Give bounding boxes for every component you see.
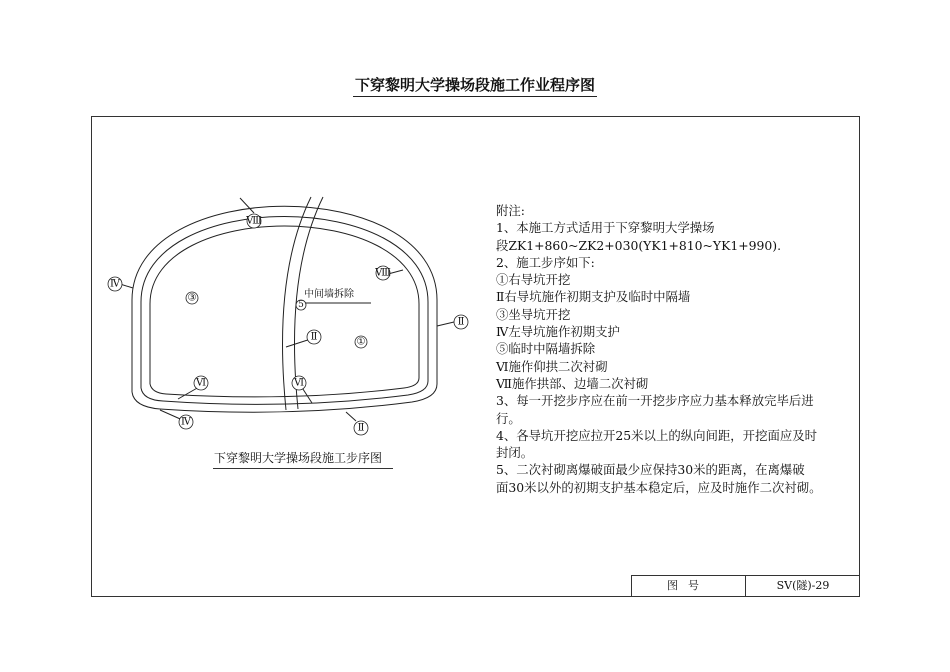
notes-block — [496, 202, 860, 496]
note-line: Ⅱ右导坑施作初期支护及临时中隔墙 — [496, 289, 691, 305]
label-ii-middle: Ⅱ — [310, 331, 318, 343]
note-line: Ⅳ左导坑施作初期支护 — [496, 324, 620, 340]
note-line: 2、施工步序如下: — [496, 254, 595, 270]
label-iv-left: Ⅳ — [110, 278, 120, 290]
lining-inner-arch — [150, 226, 419, 384]
note-line: 封闭。 — [496, 445, 534, 461]
label-step-1: ① — [356, 336, 366, 348]
note-line: 1、本施工方式适用于下穿黎明大学操场 — [496, 220, 715, 236]
label-vi-right: Ⅵ — [293, 377, 305, 389]
note-line: 3、每一开挖步序应在前一开挖步序应力基本释放完毕后进 — [496, 393, 814, 409]
diagram-caption: 下穿黎明大学操场段施工步序图 — [214, 451, 383, 465]
drawing-number-value: SV(隧)-29 — [776, 579, 830, 592]
caption-underline — [213, 468, 393, 469]
label-step-3: ③ — [187, 292, 197, 304]
note-line: 面30米以外的初期支护基本稳定后，应及时施作二次衬砌。 — [496, 479, 822, 495]
label-viii-right: Ⅷ — [375, 267, 391, 279]
label-vi-left: Ⅵ — [195, 377, 207, 389]
note-line: ③坐导坑开挖 — [496, 306, 571, 322]
note-line: 段ZK1+860~ZK2+030(YK1+810~YK1+990). — [496, 237, 782, 253]
drawing-title: 下穿黎明大学操场段施工作业程序图 — [0, 74, 950, 95]
label-step-5: 5 — [298, 300, 304, 310]
note-line: ⑤临时中隔墙拆除 — [496, 341, 596, 357]
label-iv-bottom: Ⅳ — [181, 416, 191, 428]
label-viii-top: Ⅷ — [246, 215, 262, 227]
note-line: Ⅶ施作拱部、边墙二次衬砌 — [496, 375, 649, 391]
label-ii-right: Ⅱ — [457, 316, 465, 328]
note-line: Ⅵ施作仰拱二次衬砌 — [496, 358, 608, 374]
notes-heading: 附注: — [496, 203, 525, 218]
note-line: 4、各导坑开挖应拉开25米以上的纵向间距，开挖面应及时 — [496, 427, 818, 443]
note-line: 行。 — [496, 410, 521, 426]
note-line: ①右导坑开挖 — [496, 272, 571, 288]
label-ii-bottom: Ⅱ — [357, 422, 365, 434]
drawing-number-label: 图号 — [631, 575, 746, 597]
label-wall-removal: 中间墙拆除 — [304, 289, 354, 300]
note-line: 5、二次衬砌离爆破面最少应保持30米的距离，在离爆破 — [496, 462, 805, 478]
